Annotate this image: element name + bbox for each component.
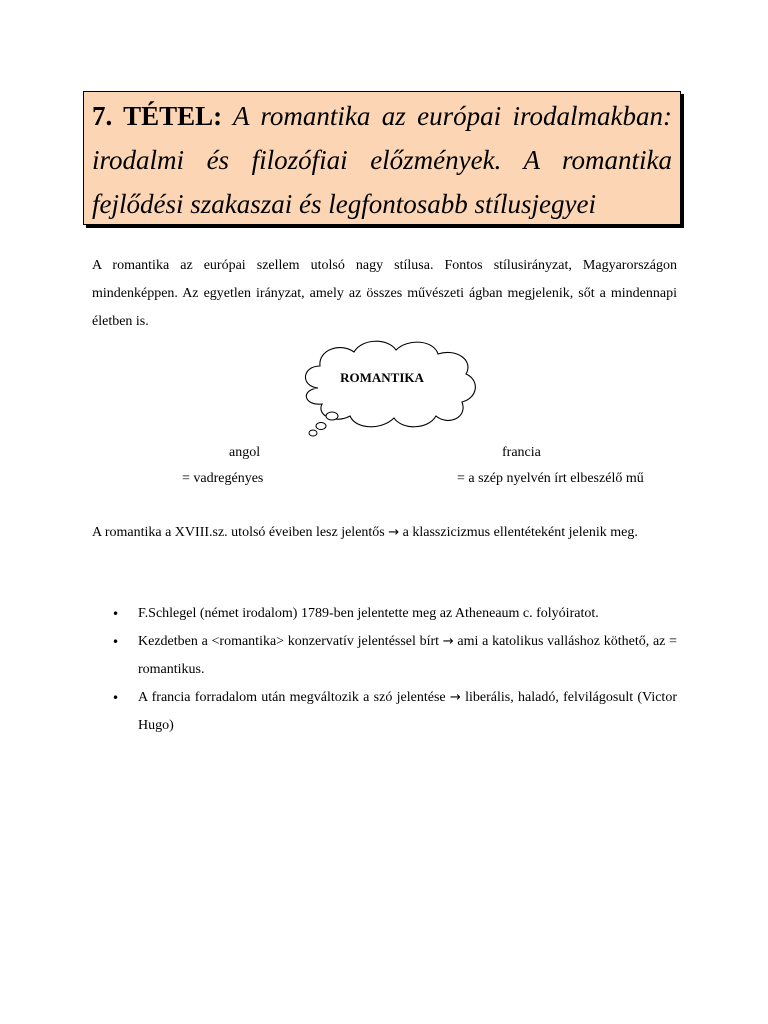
thought-cloud-icon — [296, 336, 480, 440]
list-item — [92, 628, 677, 684]
cloud-label: ROMANTIKA — [340, 370, 424, 385]
title-box — [83, 91, 681, 225]
column-left-name: angol — [229, 445, 261, 460]
bullet-icon: • — [112, 607, 120, 621]
list-item — [92, 600, 677, 628]
history-text-before: A romantika a XVIII.sz. utolsó éveiben lesz jelentős — [92, 525, 389, 540]
column-right-desc: = a szép nyelvén írt elbeszélő mű — [457, 471, 644, 486]
title-number: 7. TÉTEL: — [92, 101, 223, 131]
column-left-desc: = vadregényes — [182, 471, 264, 486]
bullet-icon: • — [112, 635, 120, 649]
list-item-text-before: Kezdetben a <romantika> konzervatív jelentéssel bírt — [138, 634, 443, 649]
list-item-text-after: liberális, haladó, felvilágosult (Victor Hugo) — [138, 690, 677, 733]
column-right-name: francia — [502, 445, 541, 460]
list-item-text-before: A francia forradalom után megváltozik a szó jelentése — [138, 690, 450, 705]
list-item-text: F.Schlegel (német irodalom) 1789-ben jelentette meg az Atheneaum c. folyóiratot. — [138, 606, 599, 621]
history-text-after: a klasszicizmus ellentéteként jelenik meg. — [399, 525, 638, 540]
intro-paragraph: A romantika az európai szellem utolsó nagy stílusa. Fontos stílusirányzat, Magyarországon mindenképpen. Az egyetlen irányzat, amely az összes művészeti ágban megjelenik, sőt a mindennapi életben is. — [92, 258, 677, 329]
list-item-text-after: ami a katolikus valláshoz köthető, az = romantikus. — [138, 634, 677, 677]
arrow-icon: → — [388, 525, 400, 540]
bullet-icon: • — [112, 691, 120, 705]
arrow-icon: → — [442, 634, 454, 649]
arrow-icon: → — [449, 690, 461, 705]
bullet-list — [92, 600, 677, 740]
history-paragraph — [92, 519, 677, 547]
list-item — [92, 684, 677, 740]
title-text: A romantika az európai irodalmakban: irodalmi és filozófiai előzmények. A romantika fejlődési szakaszai és legfontosabb stílusjegyei — [92, 101, 672, 219]
